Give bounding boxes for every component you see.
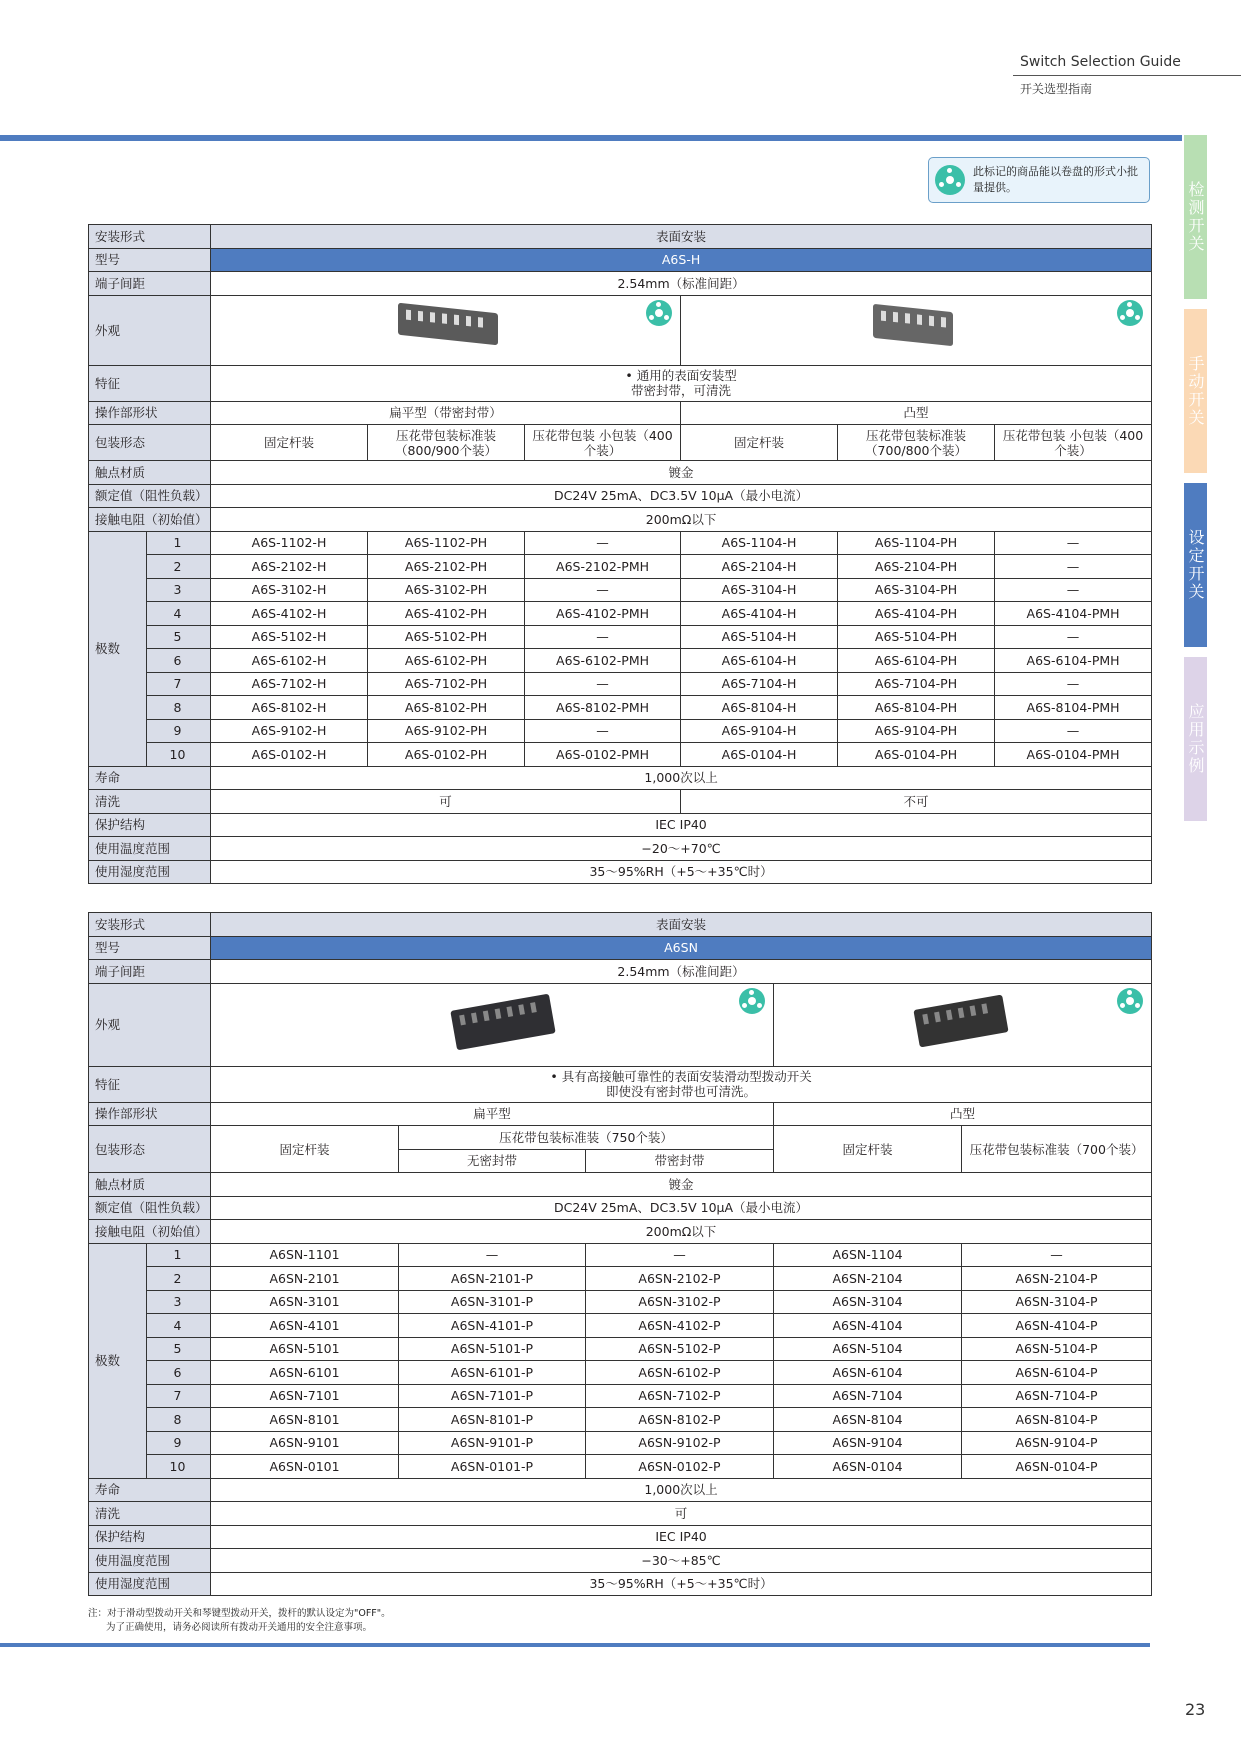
part-number: A6SN-2102-P — [586, 1267, 774, 1291]
actuator-raised: 凸型 — [681, 401, 1152, 425]
pole-count: 8 — [147, 1408, 211, 1432]
reel-icon — [1117, 300, 1143, 326]
header-title-zh: 开关选型指南 — [1020, 82, 1093, 96]
poles-row — [89, 1408, 1152, 1432]
label-life: 寿命 — [89, 766, 211, 790]
pole-count: 10 — [147, 743, 211, 767]
protection-value: IEC IP40 — [211, 1525, 1152, 1549]
pkg-cell: 固定杆装 — [681, 425, 838, 461]
poles-row — [89, 649, 1152, 673]
poles-row — [89, 602, 1152, 626]
part-number: A6SN-2104-P — [962, 1267, 1152, 1291]
pole-count: 8 — [147, 696, 211, 720]
part-number: A6S-6102-PH — [368, 649, 525, 673]
part-number: A6SN-6104 — [774, 1361, 962, 1385]
part-number: A6S-5104-PH — [838, 625, 995, 649]
bottom-band — [0, 1643, 1150, 1647]
part-number: A6SN-7101 — [211, 1384, 399, 1408]
poles-row — [89, 531, 1152, 555]
part-number: — — [399, 1243, 586, 1267]
part-number: A6S-8104-PMH — [995, 696, 1152, 720]
pitch-value: 2.54mm（标准间距） — [211, 272, 1152, 296]
rating-value: DC24V 25mA、DC3.5V 10μA（最小电流） — [211, 1196, 1152, 1220]
part-number: A6SN-0101-P — [399, 1455, 586, 1479]
part-number: A6SN-0104 — [774, 1455, 962, 1479]
part-number: A6S-4104-H — [681, 602, 838, 626]
humidity-value: 35～95%RH（+5～+35℃时） — [211, 1572, 1152, 1596]
feature-line-2: 带密封带，可清洗 — [631, 383, 732, 398]
part-number: — — [525, 578, 681, 602]
reel-icon — [646, 300, 672, 326]
label-mount: 安装形式 — [89, 913, 211, 937]
part-number: A6S-4102-H — [211, 602, 368, 626]
pkg-cell: 压花带包装标准装（800/900个装） — [368, 425, 525, 461]
part-number: A6S-5102-PH — [368, 625, 525, 649]
part-number: — — [995, 719, 1152, 743]
appearance-flat — [211, 983, 774, 1066]
part-number: A6S-0104-H — [681, 743, 838, 767]
part-number: A6SN-9102-P — [586, 1431, 774, 1455]
part-number: A6SN-5104-P — [962, 1337, 1152, 1361]
part-number: A6S-6104-PH — [838, 649, 995, 673]
part-number: A6S-9104-H — [681, 719, 838, 743]
part-number: A6SN-6102-P — [586, 1361, 774, 1385]
side-tabs — [1184, 135, 1241, 831]
label-wash: 清洗 — [89, 1502, 211, 1526]
actuator-raised: 凸型 — [774, 1102, 1152, 1126]
part-number: A6SN-6104-P — [962, 1361, 1152, 1385]
pkg-embossed-raised: 压花带包装标准装（700个装） — [962, 1126, 1152, 1173]
part-number: A6S-9102-PH — [368, 719, 525, 743]
part-number: — — [525, 672, 681, 696]
part-number: A6S-6104-PMH — [995, 649, 1152, 673]
pole-count: 4 — [147, 602, 211, 626]
part-number: A6SN-6101 — [211, 1361, 399, 1385]
pole-count: 2 — [147, 1267, 211, 1291]
rating-value: DC24V 25mA、DC3.5V 10μA（最小电流） — [211, 484, 1152, 508]
label-humidity: 使用湿度范围 — [89, 1572, 211, 1596]
part-number: A6SN-4101-P — [399, 1314, 586, 1338]
part-number: A6S-7102-H — [211, 672, 368, 696]
pole-count: 1 — [147, 1243, 211, 1267]
part-number: A6SN-5104 — [774, 1337, 962, 1361]
label-protection: 保护结构 — [89, 813, 211, 837]
label-mount: 安装形式 — [89, 225, 211, 249]
part-number: A6SN-5101-P — [399, 1337, 586, 1361]
actuator-flat: 扁平型（带密封带） — [211, 401, 681, 425]
part-number: — — [995, 578, 1152, 602]
part-number: A6S-3102-PH — [368, 578, 525, 602]
part-number: A6S-1102-H — [211, 531, 368, 555]
pole-count: 9 — [147, 1431, 211, 1455]
poles-row — [89, 1243, 1152, 1267]
model-value: A6SN — [211, 936, 1152, 960]
tab-detection[interactable]: 检测开关 — [1184, 135, 1207, 299]
part-number: — — [525, 625, 681, 649]
header-title-en: Switch Selection Guide — [1020, 54, 1181, 70]
part-number: A6SN-7101-P — [399, 1384, 586, 1408]
pole-count: 3 — [147, 578, 211, 602]
part-number: A6S-4104-PMH — [995, 602, 1152, 626]
part-number: A6S-8104-PH — [838, 696, 995, 720]
part-number: A6S-4102-PH — [368, 602, 525, 626]
pole-count: 5 — [147, 1337, 211, 1361]
part-number: A6SN-8101 — [211, 1408, 399, 1432]
actuator-flat: 扁平型 — [211, 1102, 774, 1126]
contact-value: 镀金 — [211, 1173, 1152, 1197]
part-number: A6SN-8104-P — [962, 1408, 1152, 1432]
part-number: A6SN-3102-P — [586, 1290, 774, 1314]
part-number: A6SN-3104-P — [962, 1290, 1152, 1314]
pkg-cell: 固定杆装 — [211, 425, 368, 461]
poles-row — [89, 1384, 1152, 1408]
contact-value: 镀金 — [211, 461, 1152, 485]
life-value: 1,000次以上 — [211, 1478, 1152, 1502]
footnote — [88, 1607, 391, 1635]
reel-note-text: 此标记的商品能以卷盘的形式小批量提供。 — [973, 165, 1138, 194]
reel-note — [928, 157, 1150, 203]
appearance-raised — [681, 295, 1152, 365]
part-number: A6S-6102-PMH — [525, 649, 681, 673]
label-appearance: 外观 — [89, 983, 211, 1066]
wash-raised: 不可 — [681, 790, 1152, 814]
label-protection: 保护结构 — [89, 1525, 211, 1549]
feature-value — [211, 1066, 1152, 1102]
part-number: A6S-3102-H — [211, 578, 368, 602]
label-actuator: 操作部形状 — [89, 401, 211, 425]
label-actuator: 操作部形状 — [89, 1102, 211, 1126]
part-number: — — [525, 531, 681, 555]
part-number: A6S-4102-PMH — [525, 602, 681, 626]
label-feature: 特征 — [89, 1066, 211, 1102]
part-number: A6SN-7102-P — [586, 1384, 774, 1408]
label-appearance: 外观 — [89, 295, 211, 365]
label-packaging: 包装形态 — [89, 425, 211, 461]
pkg-cell: 压花带包装 小包装（400个装） — [995, 425, 1152, 461]
poles-row — [89, 1361, 1152, 1385]
part-number: A6SN-4101 — [211, 1314, 399, 1338]
part-number: A6S-9102-H — [211, 719, 368, 743]
part-number: A6SN-2101 — [211, 1267, 399, 1291]
label-life: 寿命 — [89, 1478, 211, 1502]
part-number: A6S-4104-PH — [838, 602, 995, 626]
label-resistance: 接触电阻（初始值） — [89, 1220, 211, 1244]
part-number: A6S-7102-PH — [368, 672, 525, 696]
part-number: A6SN-4104 — [774, 1314, 962, 1338]
part-number: A6SN-3101 — [211, 1290, 399, 1314]
part-number: A6S-9104-PH — [838, 719, 995, 743]
top-band — [0, 135, 1182, 141]
part-number: A6SN-5102-P — [586, 1337, 774, 1361]
part-number: — — [586, 1243, 774, 1267]
poles-row — [89, 719, 1152, 743]
pole-count: 5 — [147, 625, 211, 649]
mount-value: 表面安装 — [211, 225, 1152, 249]
label-model: 型号 — [89, 248, 211, 272]
pkg-fixed-raised: 固定杆装 — [774, 1126, 962, 1173]
poles-row — [89, 1290, 1152, 1314]
label-contact: 触点材质 — [89, 461, 211, 485]
poles-row — [89, 696, 1152, 720]
part-number: A6S-8102-H — [211, 696, 368, 720]
part-number: A6SN-5101 — [211, 1337, 399, 1361]
part-number: A6SN-9104 — [774, 1431, 962, 1455]
poles-row — [89, 1431, 1152, 1455]
poles-row — [89, 1337, 1152, 1361]
part-number: A6S-1104-H — [681, 531, 838, 555]
part-number: — — [995, 555, 1152, 579]
pkg-embossed-flat: 压花带包装标准装（750个装） — [399, 1126, 774, 1150]
poles-row — [89, 578, 1152, 602]
label-resistance: 接触电阻（初始值） — [89, 508, 211, 532]
reel-icon — [935, 165, 965, 195]
label-poles: 极数 — [89, 1243, 147, 1478]
pole-count: 3 — [147, 1290, 211, 1314]
tab-setting[interactable]: 设定开关 — [1184, 483, 1207, 647]
poles-row — [89, 1267, 1152, 1291]
life-value: 1,000次以上 — [211, 766, 1152, 790]
label-rating: 额定值（阻性负载） — [89, 1196, 211, 1220]
switch-raised-image — [913, 994, 1008, 1047]
tab-manual[interactable]: 手动开关 — [1184, 309, 1207, 473]
part-number: — — [995, 625, 1152, 649]
part-number: A6SN-9104-P — [962, 1431, 1152, 1455]
wash-value: 可 — [211, 1502, 1152, 1526]
feature-value — [211, 365, 1152, 401]
part-number: A6SN-0104-P — [962, 1455, 1152, 1479]
feature-line-2: 即使没有密封带也可清洗。 — [606, 1084, 757, 1099]
pkg-cell: 压花带包装标准装（700/800个装） — [838, 425, 995, 461]
label-model: 型号 — [89, 936, 211, 960]
footnote-line-1: 注：对于滑动型拨动开关和琴键型拨动开关，拨杆的默认设定为"OFF"。 — [88, 1608, 391, 1619]
feature-line-1: • 具有高接触可靠性的表面安装滑动型拨动开关 — [550, 1069, 812, 1084]
pole-count: 7 — [147, 1384, 211, 1408]
pole-count: 1 — [147, 531, 211, 555]
label-packaging: 包装形态 — [89, 1126, 211, 1173]
pole-count: 6 — [147, 649, 211, 673]
humidity-value: 35～95%RH（+5～+35℃时） — [211, 860, 1152, 884]
part-number: A6S-2104-PH — [838, 555, 995, 579]
part-number: A6S-0104-PH — [838, 743, 995, 767]
footnote-line-2: 为了正确使用，请务必阅读所有拨动开关通用的安全注意事项。 — [106, 1622, 373, 1633]
spec-table-a6s-h — [88, 224, 1152, 884]
part-number: A6SN-1104 — [774, 1243, 962, 1267]
poles-row — [89, 1314, 1152, 1338]
part-number: A6S-5104-H — [681, 625, 838, 649]
part-number: A6SN-9101-P — [399, 1431, 586, 1455]
part-number: A6SN-3101-P — [399, 1290, 586, 1314]
feature-line-1: • 通用的表面安装型 — [625, 368, 737, 383]
part-number: A6SN-8101-P — [399, 1408, 586, 1432]
appearance-raised — [774, 983, 1152, 1066]
switch-flat-image — [450, 993, 555, 1050]
part-number: — — [525, 719, 681, 743]
part-number: A6S-5102-H — [211, 625, 368, 649]
part-number: A6SN-8102-P — [586, 1408, 774, 1432]
pole-count: 9 — [147, 719, 211, 743]
tab-application[interactable]: 应用示例 — [1184, 657, 1207, 821]
part-number: A6S-0102-PH — [368, 743, 525, 767]
model-value: A6S-H — [211, 248, 1152, 272]
part-number: A6S-0102-PMH — [525, 743, 681, 767]
part-number: — — [995, 531, 1152, 555]
part-number: A6S-3104-H — [681, 578, 838, 602]
temp-value: −20～+70℃ — [211, 837, 1152, 861]
part-number: A6SN-6101-P — [399, 1361, 586, 1385]
reel-icon — [739, 988, 765, 1014]
part-number: A6SN-7104 — [774, 1384, 962, 1408]
part-number: A6S-1102-PH — [368, 531, 525, 555]
label-pitch: 端子间距 — [89, 272, 211, 296]
part-number: A6S-8102-PMH — [525, 696, 681, 720]
part-number: A6SN-2101-P — [399, 1267, 586, 1291]
part-number: A6SN-0101 — [211, 1455, 399, 1479]
part-number: — — [995, 672, 1152, 696]
part-number: A6S-8104-H — [681, 696, 838, 720]
part-number: A6SN-4102-P — [586, 1314, 774, 1338]
header-rule — [1013, 75, 1241, 76]
poles-row — [89, 672, 1152, 696]
mount-value: 表面安装 — [211, 913, 1152, 937]
label-poles: 极数 — [89, 531, 147, 766]
label-temp: 使用温度范围 — [89, 1549, 211, 1573]
part-number: A6SN-2104 — [774, 1267, 962, 1291]
part-number: A6SN-9101 — [211, 1431, 399, 1455]
part-number: A6SN-8104 — [774, 1408, 962, 1432]
protection-value: IEC IP40 — [211, 813, 1152, 837]
pkg-cell: 压花带包装 小包装（400个装） — [525, 425, 681, 461]
part-number: A6SN-4104-P — [962, 1314, 1152, 1338]
pole-count: 7 — [147, 672, 211, 696]
poles-row — [89, 1455, 1152, 1479]
label-contact: 触点材质 — [89, 1173, 211, 1197]
appearance-flat — [211, 295, 681, 365]
part-number: A6SN-1101 — [211, 1243, 399, 1267]
poles-row — [89, 555, 1152, 579]
part-number: A6S-2102-PMH — [525, 555, 681, 579]
part-number: A6SN-7104-P — [962, 1384, 1152, 1408]
pitch-value: 2.54mm（标准间距） — [211, 960, 1152, 984]
part-number: A6S-6102-H — [211, 649, 368, 673]
pole-count: 6 — [147, 1361, 211, 1385]
label-wash: 清洗 — [89, 790, 211, 814]
page-number: 23 — [1185, 1700, 1206, 1719]
part-number: A6S-0104-PMH — [995, 743, 1152, 767]
spec-table-a6sn — [88, 912, 1152, 1596]
poles-row — [89, 625, 1152, 649]
pole-count: 10 — [147, 1455, 211, 1479]
part-number: A6S-2102-H — [211, 555, 368, 579]
pkg-fixed-flat: 固定杆装 — [211, 1126, 399, 1173]
part-number: A6S-7104-H — [681, 672, 838, 696]
resistance-value: 200mΩ以下 — [211, 508, 1152, 532]
switch-raised-image — [873, 303, 953, 345]
part-number: A6S-2102-PH — [368, 555, 525, 579]
label-rating: 额定值（阻性负载） — [89, 484, 211, 508]
part-number: A6S-8102-PH — [368, 696, 525, 720]
resistance-value: 200mΩ以下 — [211, 1220, 1152, 1244]
part-number: A6SN-3104 — [774, 1290, 962, 1314]
part-number: A6S-2104-H — [681, 555, 838, 579]
label-humidity: 使用湿度范围 — [89, 860, 211, 884]
reel-icon — [1117, 988, 1143, 1014]
part-number: A6S-7104-PH — [838, 672, 995, 696]
label-pitch: 端子间距 — [89, 960, 211, 984]
pkg-no-seal: 无密封带 — [399, 1149, 586, 1173]
label-feature: 特征 — [89, 365, 211, 401]
switch-flat-image — [398, 302, 498, 345]
poles-row — [89, 743, 1152, 767]
pole-count: 4 — [147, 1314, 211, 1338]
part-number: A6S-0102-H — [211, 743, 368, 767]
wash-flat: 可 — [211, 790, 681, 814]
label-temp: 使用温度范围 — [89, 837, 211, 861]
pole-count: 2 — [147, 555, 211, 579]
part-number: A6S-3104-PH — [838, 578, 995, 602]
pkg-with-seal: 带密封带 — [586, 1149, 774, 1173]
part-number: A6SN-0102-P — [586, 1455, 774, 1479]
part-number: A6S-6104-H — [681, 649, 838, 673]
temp-value: −30～+85℃ — [211, 1549, 1152, 1573]
part-number: — — [962, 1243, 1152, 1267]
part-number: A6S-1104-PH — [838, 531, 995, 555]
